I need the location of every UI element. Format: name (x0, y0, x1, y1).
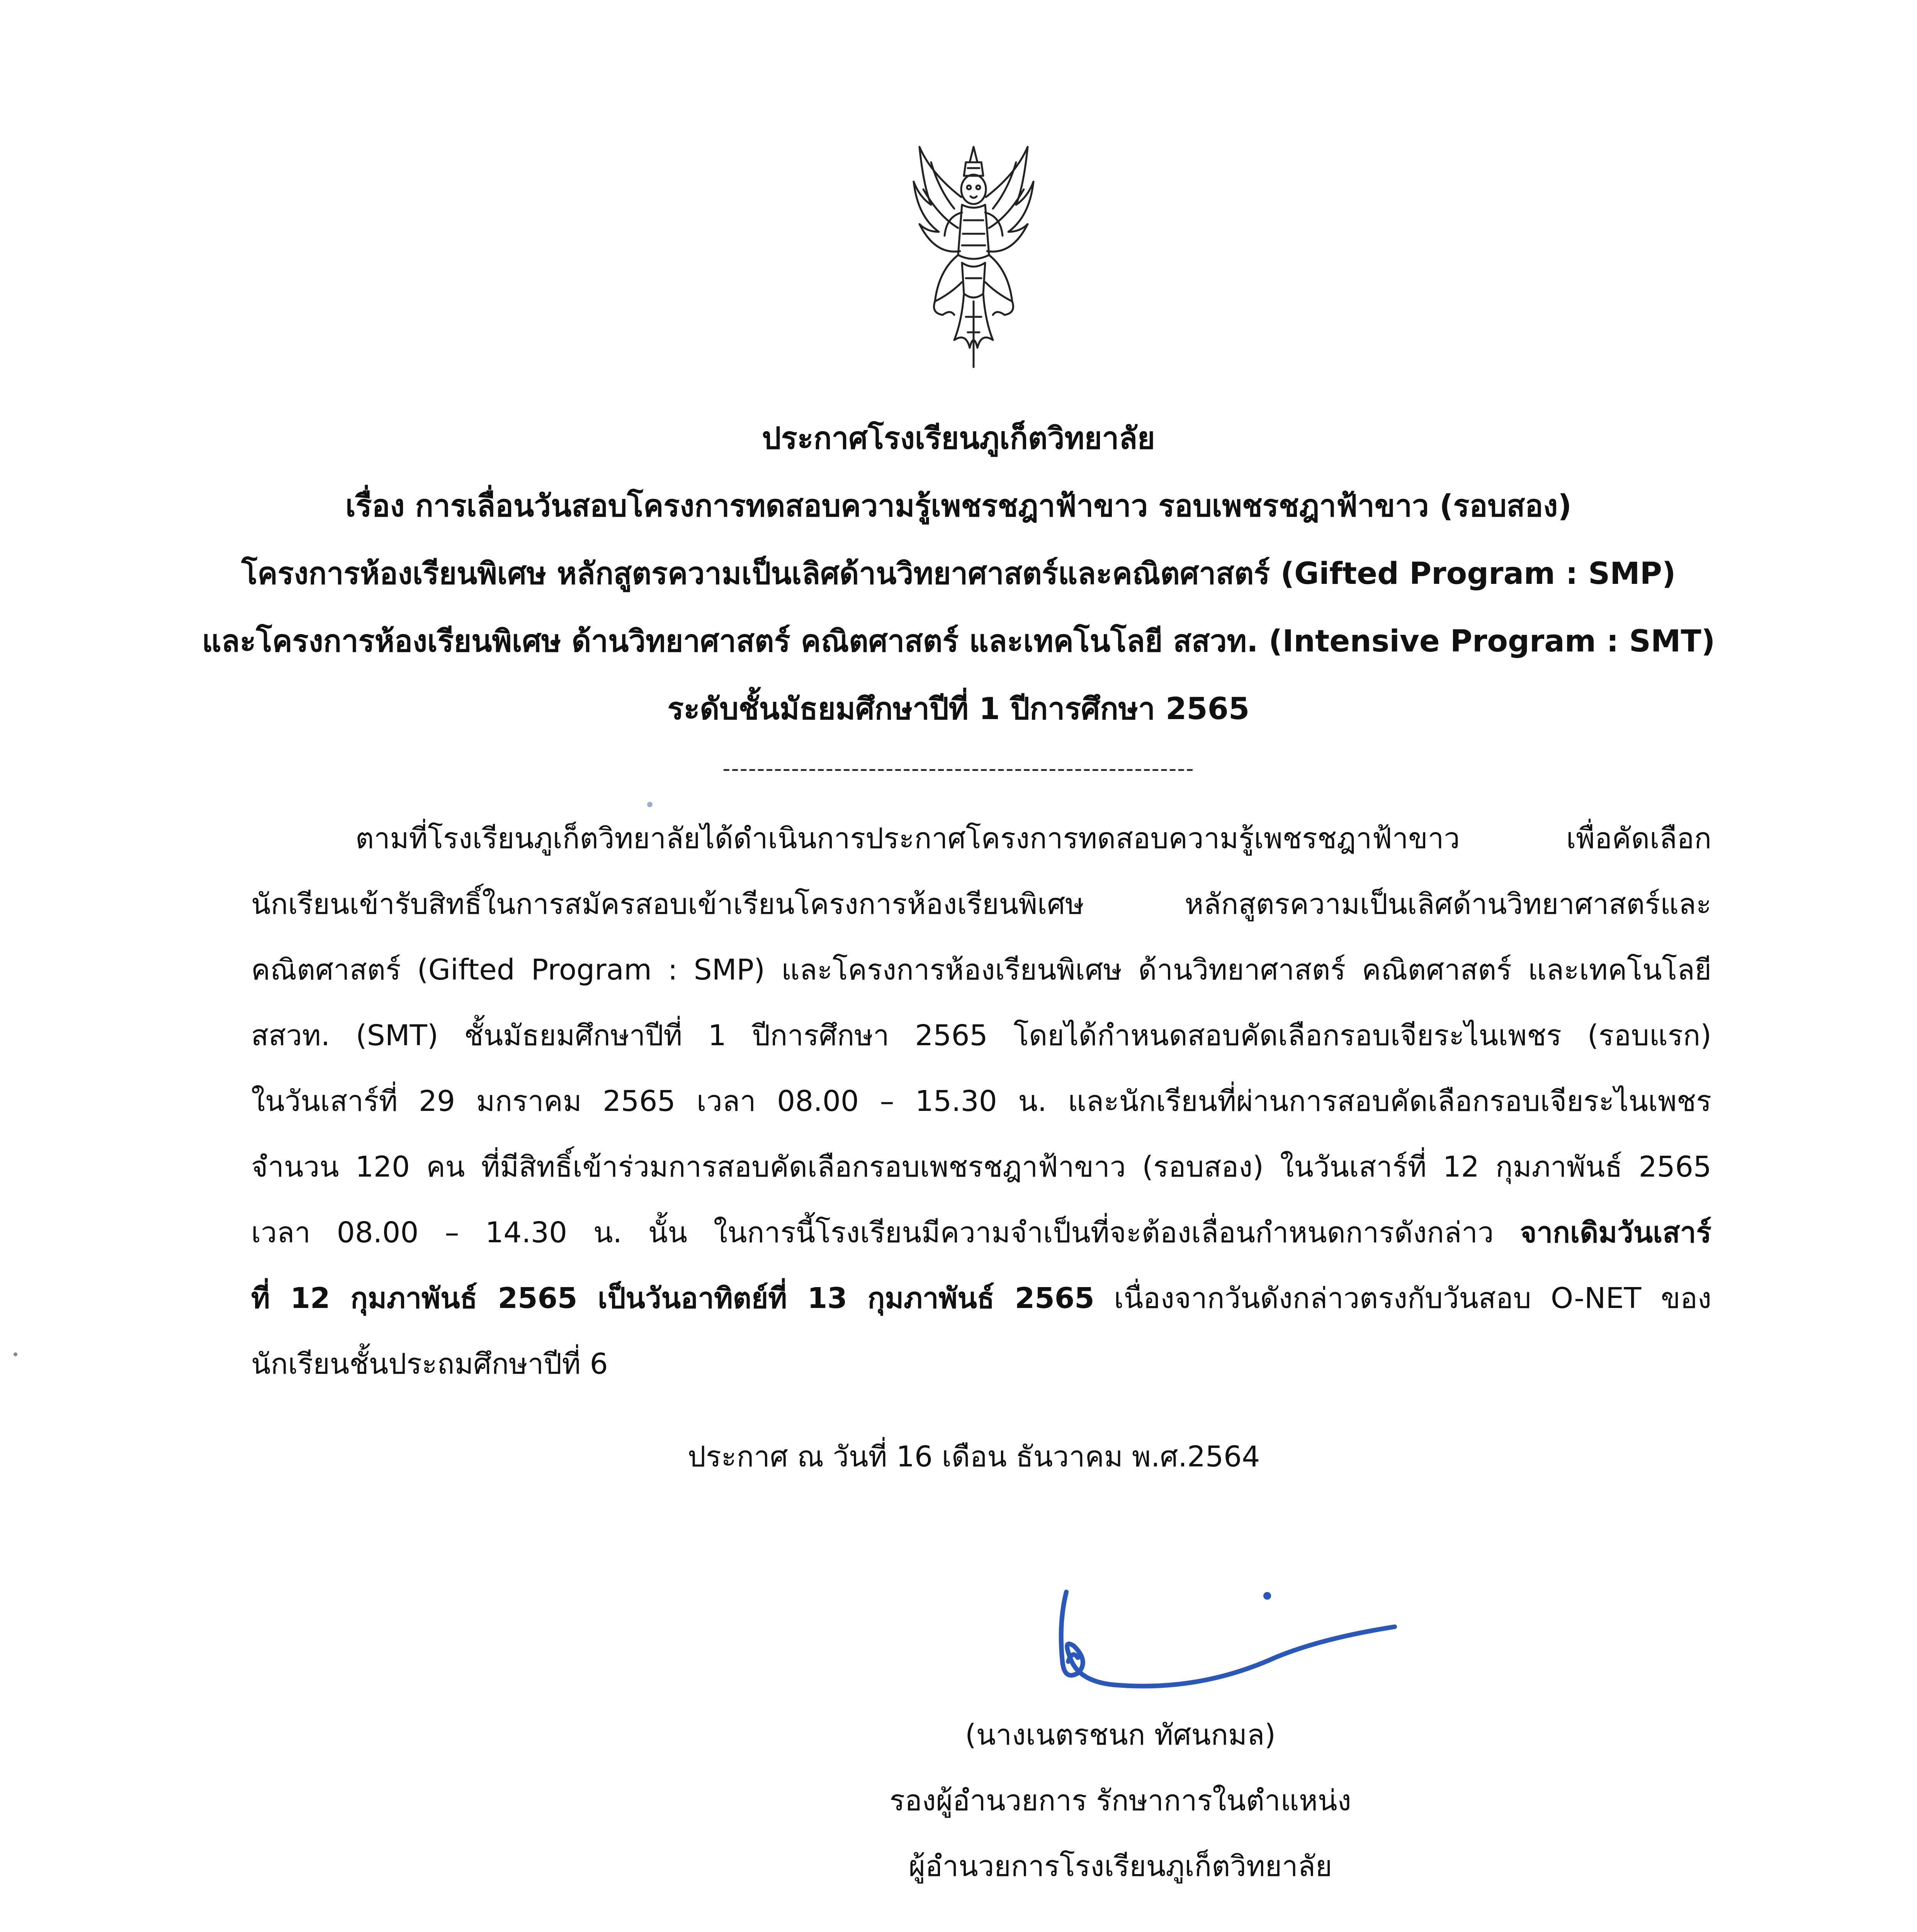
subject-line: เรื่อง การเลื่อนวันสอบโครงการทดสอบความรู้เพชรชฎาฟ้าขาว รอบเพชรชฎาฟ้าขาว (รอบสอง) (345, 489, 1572, 524)
signature-icon (1035, 1569, 1406, 1700)
page-title: ประกาศโรงเรียนภูเก็ตวิทยาลัย (762, 421, 1155, 456)
body-line-4: สสวท. (SMT) ชั้นมัธยมศึกษาปีที่ 1 ปีการศึกษา 2565 โดยได้กำหนดสอบคัดเลือกรอบเจียระไนเพชร (รอบแรก) (251, 1019, 1711, 1052)
signatory-position-2: ผู้อำนวยการโรงเรียนภูเก็ตวิทยาลัย (908, 1850, 1332, 1883)
body-line-9: นักเรียนชั้นประถมศึกษาปีที่ 6 (251, 1347, 608, 1381)
body-line-7 (251, 1213, 1711, 1252)
divider-line: ------------------------------------------------------- (722, 757, 1195, 781)
body-line-8-text: เนื่องจากวันดังกล่าวตรงกับวันสอบ O-NET ของ (1114, 1282, 1711, 1315)
body-line-7-bold: จากเดิมวันเสาร์ (1520, 1216, 1711, 1249)
body-line-2: นักเรียนเข้ารับสิทธิ์ในการสมัครสอบเข้าเรียนโครงการห้องเรียนพิเศษ หลักสูตรความเป็นเลิศด้านวิทยาศาสตร์และ (251, 888, 1711, 921)
body-line-5: ในวันเสาร์ที่ 29 มกราคม 2565 เวลา 08.00 – 15.30 น. และนักเรียนที่ผ่านการสอบคัดเลือกรอบเจียระไนเพชร (251, 1085, 1711, 1118)
garuda-emblem-icon (908, 139, 1039, 386)
program-line-intensive: และโครงการห้องเรียนพิเศษ ด้านวิทยาศาสตร์ คณิตศาสตร์ และเทคโนโลยี สสวท. (Intensive Program : SMT) (202, 624, 1715, 659)
grade-level-line: ระดับชั้นมัธยมศึกษาปีที่ 1 ปีการศึกษา 2565 (667, 692, 1250, 726)
body-line-8 (251, 1279, 1711, 1318)
signatory-name: (นางเนตรชนก ทัศนกมล) (965, 1718, 1276, 1752)
body-line-7-text: เวลา 08.00 – 14.30 น. นั้น ในการนี้โรงเรียนมีความจำเป็นที่จะต้องเลื่อนกำหนดการดังกล่าว (251, 1216, 1494, 1249)
announcement-date: ประกาศ ณ วันที่ 16 เดือน ธันวาคม พ.ศ.2564 (688, 1440, 1260, 1473)
scan-artifact (647, 802, 653, 807)
signatory-position-1: รองผู้อำนวยการ รักษาการในตำแหน่ง (889, 1784, 1351, 1817)
body-line-6: จำนวน 120 คน ที่มีสิทธิ์เข้าร่วมการสอบคัดเลือกรอบเพชรชฎาฟ้าขาว (รอบสอง) ในวันเสาร์ที่ 12 กุมภาพันธ์ 2565 (251, 1150, 1711, 1184)
body-line-1: ตามที่โรงเรียนภูเก็ตวิทยาลัยได้ดำเนินการประกาศโครงการทดสอบความรู้เพชรชฎาฟ้าขาว เพื่อคัดเลือก (355, 822, 1711, 855)
scan-artifact (14, 1352, 17, 1356)
body-line-3: คณิตศาสตร์ (Gifted Program : SMP) และโครงการห้องเรียนพิเศษ ด้านวิทยาศาสตร์ คณิตศาสตร์ และเทคโนโลยี (251, 953, 1711, 986)
program-line-gifted: โครงการห้องเรียนพิเศษ หลักสูตรความเป็นเลิศด้านวิทยาศาสตร์และคณิตศาสตร์ (Gifted Program : SMP) (241, 556, 1676, 591)
body-line-8-bold: ที่ 12 กุมภาพันธ์ 2565 เป็นวันอาทิตย์ที่ 13 กุมภาพันธ์ 2565 (251, 1282, 1094, 1315)
